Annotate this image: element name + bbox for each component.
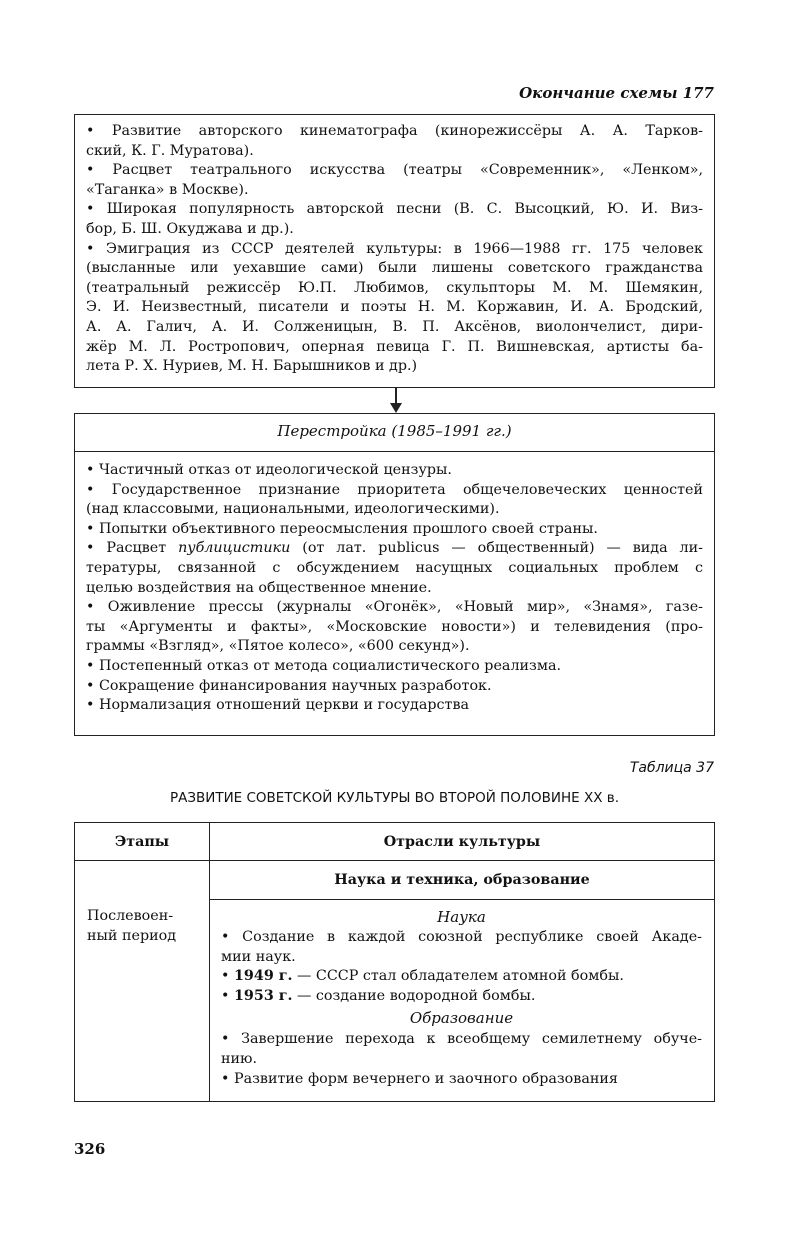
- science-text: — СССР стал обладателем атомной бомбы.: [297, 968, 624, 985]
- bullet-line: • Развитие авторского кинематографа (кинорежиссёры А. А. Тарков-: [86, 123, 703, 139]
- scheme-top-box: [74, 114, 715, 388]
- bullet-line: Э. И. Неизвестный, писатели и поэты Н. М. Коржавин, И. А. Бродский,: [86, 299, 703, 316]
- arrow-down-icon: [390, 403, 402, 413]
- bullet-line: ты «Аргументы и факты», «Московские новости») и телевидения (про-: [86, 618, 703, 635]
- science-item: • 1953 г. — создание водородной бомбы.: [221, 987, 536, 1004]
- bullet-line: • Попытки объективного переосмысления прошлого своей страны.: [86, 520, 598, 537]
- header-branches: Отрасли культуры: [210, 823, 715, 861]
- bullet-line: жёр М. Л. Ростропович, оперная певица Г. П. Вишневская, артисты ба-: [86, 338, 703, 355]
- year: 1949 г.: [233, 968, 293, 985]
- perestroika-title: Перестройка (1985–1991 гг.): [277, 422, 512, 440]
- culture-table: [74, 822, 715, 1102]
- bullet-line: тературы, связанной с обсуждением насущных социальных проблем с: [86, 559, 703, 576]
- education-line: • Развитие форм вечернего и заочного образования: [221, 1070, 618, 1087]
- bullet-line: граммы «Взгляд», «Пятое колесо», «600 секунд»).: [86, 638, 470, 655]
- science-line: • Создание в каждой союзной республике своей Акаде-: [221, 929, 702, 945]
- bullet-line: • Государственное признание приоритета общечеловеческих ценностей: [86, 481, 703, 498]
- table-title: РАЗВИТИЕ СОВЕТСКОЙ КУЛЬТУРЫ ВО ВТОРОЙ ПОЛОВИНЕ XX в.: [169, 790, 620, 806]
- bullet-line: • Сокращение финансирования научных разработок.: [86, 677, 492, 694]
- table-label: Таблица 37: [629, 760, 714, 776]
- stage-line: Послевоен-: [87, 908, 174, 924]
- science-title: Наука: [437, 908, 486, 926]
- stage-line: ный период: [87, 927, 177, 944]
- bullet-line: (над классовыми, национальными, идеологическими).: [86, 501, 500, 518]
- running-title: Окончание схемы 177: [519, 84, 714, 102]
- bullet-line: • Постепенный отказ от метода социалистического реализма.: [86, 657, 562, 674]
- science-item: • 1949 г. — СССР стал обладателем атомной бомбы.: [221, 968, 624, 985]
- education-title: Образование: [409, 1009, 514, 1028]
- year: 1953 г.: [233, 987, 293, 1004]
- education-line: нию.: [221, 1050, 258, 1067]
- divider: [75, 451, 714, 452]
- bullet-line: бор, Б. Ш. Окуджава и др.).: [86, 220, 294, 237]
- bullet-line: ский, К. Г. Муратова).: [86, 142, 254, 159]
- science-text: — создание водородной бомбы.: [297, 987, 536, 1004]
- bullet-line: • Широкая популярность авторской песни (В. С. Высоцкий, Ю. И. Виз-: [86, 201, 703, 218]
- bullet-line: • Эмиграция из СССР деятелей культуры: в 1966—1988 гг. 175 человек: [86, 240, 703, 257]
- bullet-line: А. А. Галич, А. И. Солженицын, В. П. Аксёнов, виолончелист, дири-: [86, 318, 703, 335]
- science-line: мии наук.: [221, 948, 296, 965]
- scheme-perestroika-box: [74, 413, 715, 736]
- bullet-line: • Нормализация отношений церкви и государства: [86, 697, 470, 714]
- bullet-line: (театральный режиссёр Ю.П. Любимов, скульпторы М. М. Шемякин,: [86, 279, 703, 296]
- content-cell: [210, 861, 715, 1102]
- bullet-line: целью воздействия на общественное мнение.: [86, 579, 432, 596]
- header-stages: Этапы: [75, 823, 210, 861]
- bullet-line: • Расцвет театрального искусства (театры «Современник», «Ленком»,: [86, 162, 703, 179]
- bullet-line: • Оживление прессы (журналы «Огонёк», «Новый мир», «Знамя», газе-: [86, 599, 703, 616]
- bullet-line: «Таганка» в Москве).: [86, 181, 249, 198]
- bullet-line: лета Р. Х. Нуриев, М. Н. Барышников и др.): [86, 358, 418, 375]
- bullet-line: (высланные или уехавшие сами) были лишены советского гражданства: [86, 260, 703, 277]
- bullet-line: • Расцвет публицистики (от лат. publicus — общественный) — вида ли-: [86, 540, 703, 557]
- stage-cell: [75, 861, 210, 1102]
- education-line: • Завершение перехода к всеобщему семилетнему обуче-: [221, 1031, 702, 1048]
- page-number: 326: [74, 1140, 106, 1158]
- section-title: Наука и техника, образование: [210, 861, 714, 900]
- bullet-line: • Частичный отказ от идеологической цензуры.: [86, 462, 452, 478]
